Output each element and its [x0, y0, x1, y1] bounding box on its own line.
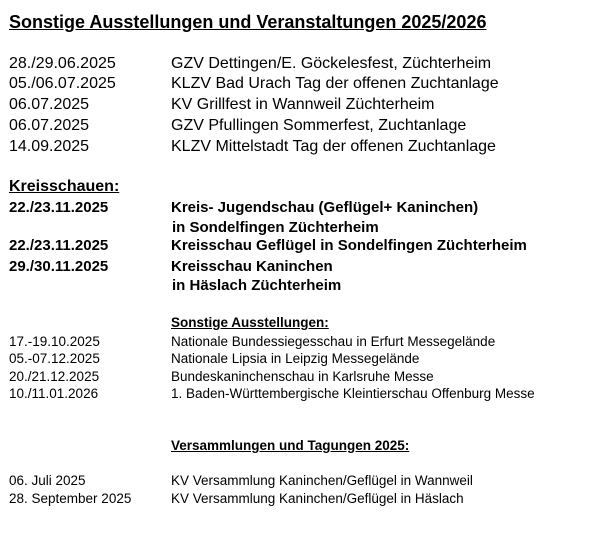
event-text: KLZV Bad Urach Tag der offenen Zuchtanlage — [171, 75, 499, 92]
exhibition-date: 17.-19.10.2025 — [9, 334, 100, 349]
exhibition-text: 1. Baden-Württembergische Kleintierschau Offenburg Messe — [171, 386, 535, 401]
event-text: KV Grillfest in Wannweil Züchterheim — [171, 96, 435, 113]
event-text: GZV Pfullingen Sommerfest, Zuchtanlage — [171, 117, 467, 134]
kreisschau-date: 22./23.11.2025 — [9, 199, 109, 216]
event-date: 28./29.06.2025 — [9, 55, 116, 72]
event-text: GZV Dettingen/E. Göckelesfest, Züchterheim — [171, 55, 492, 72]
event-date: 14.09.2025 — [9, 138, 90, 155]
exhibition-date: 20./21.12.2025 — [9, 369, 100, 384]
page-title: Sonstige Ausstellungen und Veranstaltungen 2025/2026 — [9, 12, 487, 32]
kreisschau-text: Kreisschau Kaninchen — [171, 258, 333, 275]
meeting-text: KV Versammlung Kaninchen/Geflügel in Häslach — [171, 491, 464, 506]
kreisschau-text-line2: in Sondelfingen Züchterheim — [172, 219, 379, 236]
kreisschau-text-line2: in Häslach Züchterheim — [172, 277, 342, 294]
meeting-text: KV Versammlung Kaninchen/Geflügel in Wannweil — [171, 473, 473, 488]
event-text: KLZV Mittelstadt Tag der offenen Zuchtanlage — [171, 138, 496, 155]
kreisschau-text: Kreisschau Geflügel in Sondelfingen Züchterheim — [171, 237, 527, 254]
exhibition-text: Nationale Bundessiegesschau in Erfurt Messegelände — [171, 334, 496, 349]
exhibition-text: Bundeskaninchenschau in Karlsruhe Messe — [171, 369, 434, 384]
event-date: 06.07.2025 — [9, 117, 90, 134]
kreisschau-date: 29./30.11.2025 — [9, 258, 109, 275]
sonstige-heading: Sonstige Ausstellungen: — [171, 315, 329, 330]
exhibition-text: Nationale Lipsia in Leipzig Messegelände — [171, 351, 420, 366]
kreisschauen-heading: Kreisschauen: — [9, 178, 120, 195]
meeting-date: 06. Juli 2025 — [9, 473, 86, 488]
versammlungen-heading: Versammlungen und Tagungen 2025: — [171, 438, 410, 453]
exhibition-date: 10./11.01.2026 — [9, 386, 99, 401]
event-date: 06.07.2025 — [9, 96, 90, 113]
kreisschau-text: Kreis- Jugendschau (Geflügel+ Kaninchen) — [171, 199, 479, 216]
meeting-date: 28. September 2025 — [9, 491, 132, 506]
event-date: 05./06.07.2025 — [9, 75, 116, 92]
kreisschau-date: 22./23.11.2025 — [9, 237, 109, 254]
exhibition-date: 05.-07.12.2025 — [9, 351, 100, 366]
